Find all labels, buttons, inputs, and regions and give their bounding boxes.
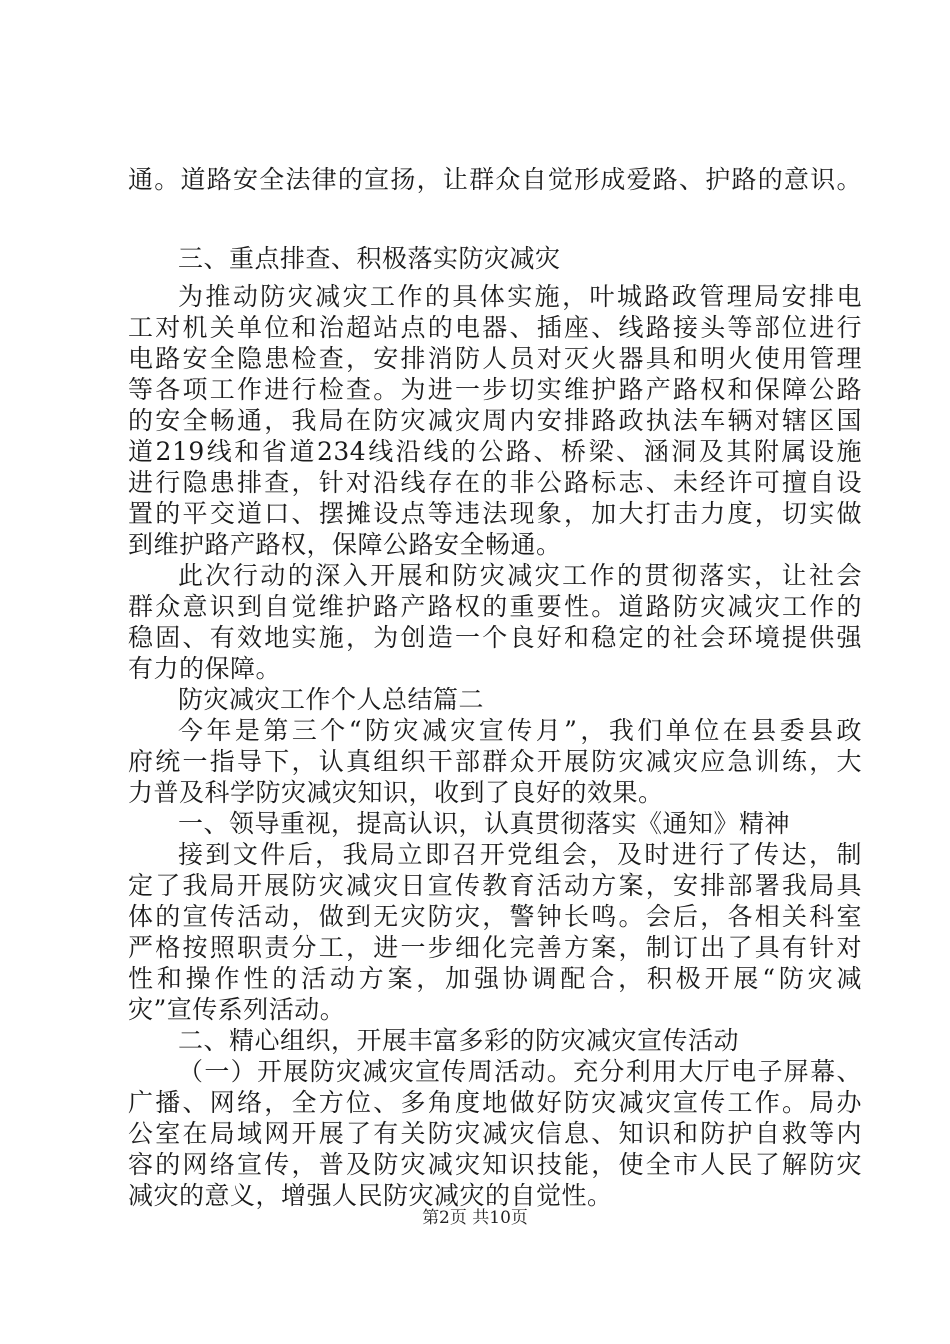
text-line: 定了我局开展防灾减灾日宣传教育活动方案，安排部署我局具 — [128, 871, 862, 900]
text-line: 进行隐患排查，针对沿线存在的非公路标志、未经许可擅自设 — [128, 468, 862, 497]
text-line: 灾”宣传系列活动。 — [128, 995, 346, 1024]
text-line: 道219线和省道234线沿线的公路、桥梁、涵洞及其附属设施 — [128, 437, 862, 466]
text-line: 有力的保障。 — [128, 654, 282, 683]
text-line: 二、精心组织，开展丰富多彩的防灾减灾宣传活动 — [178, 1026, 740, 1055]
text-line: （一）开展防灾减灾宣传周活动。充分利用大厅电子屏幕、 — [178, 1057, 862, 1086]
text-line: 体的宣传活动，做到无灾防灾，警钟长鸣。会后，各相关科室 — [128, 902, 862, 931]
text-line: 通。道路安全法律的宣扬，让群众自觉形成爱路、护路的意识。 — [128, 165, 862, 194]
text-line: 的安全畅通，我局在防灾减灾周内安排路政执法车辆对辖区国 — [128, 406, 862, 435]
text-line: 此次行动的深入开展和防灾减灾工作的贯彻落实，让社会 — [178, 561, 862, 590]
page-footer: 第2页 共10页 — [422, 1208, 528, 1228]
text-line: 减灾的意义，增强人民防灾减灾的自觉性。 — [128, 1181, 613, 1210]
text-line: 力普及科学防灾减灾知识，收到了良好的效果。 — [128, 778, 664, 807]
text-line: 性和操作性的活动方案，加强协调配合，积极开展“防灾减 — [128, 964, 862, 993]
text-line: 工对机关单位和治超站点的电器、插座、线路接头等部位进行 — [128, 313, 862, 342]
text-line: 一、领导重视，提高认识，认真贯彻落实《通知》精神 — [178, 809, 791, 838]
text-line: 电路安全隐患检查，安排消防人员对灭火器具和明火使用管理 — [128, 344, 862, 373]
text-line: 接到文件后，我局立即召开党组会，及时进行了传达，制 — [178, 840, 862, 869]
text-line: 防灾减灾工作个人总结篇二 — [178, 685, 485, 714]
text-line: 等各项工作进行检查。为进一步切实维护路产路权和保障公路 — [128, 375, 862, 404]
text-line: 为推动防灾减灾工作的具体实施，叶城路政管理局安排电 — [178, 282, 862, 311]
text-line: 置的平交道口、摆摊设点等违法现象，加大打击力度，切实做 — [128, 499, 862, 528]
text-line: 到维护路产路权，保障公路安全畅通。 — [128, 530, 562, 559]
text-line: 府统一指导下，认真组织干部群众开展防灾减灾应急训练，大 — [128, 747, 862, 776]
text-line: 群众意识到自觉维护路产路权的重要性。道路防灾减灾工作的 — [128, 592, 862, 621]
text-line: 公室在局域网开展了有关防灾减灾信息、知识和防护自救等内 — [128, 1119, 862, 1148]
text-line: 三、重点排查、积极落实防灾减灾 — [178, 244, 561, 273]
text-line: 广播、网络，全方位、多角度地做好防灾减灾宣传工作。局办 — [128, 1088, 862, 1117]
text-line: 稳固、有效地实施，为创造一个良好和稳定的社会环境提供强 — [128, 623, 862, 652]
text-line: 今年是第三个“防灾减灾宣传月”，我们单位在县委县政 — [178, 716, 862, 745]
text-line: 严格按照职责分工，进一步细化完善方案，制订出了具有针对 — [128, 933, 862, 962]
text-line: 容的网络宣传，普及防灾减灾知识技能，使全市人民了解防灾 — [128, 1150, 862, 1179]
